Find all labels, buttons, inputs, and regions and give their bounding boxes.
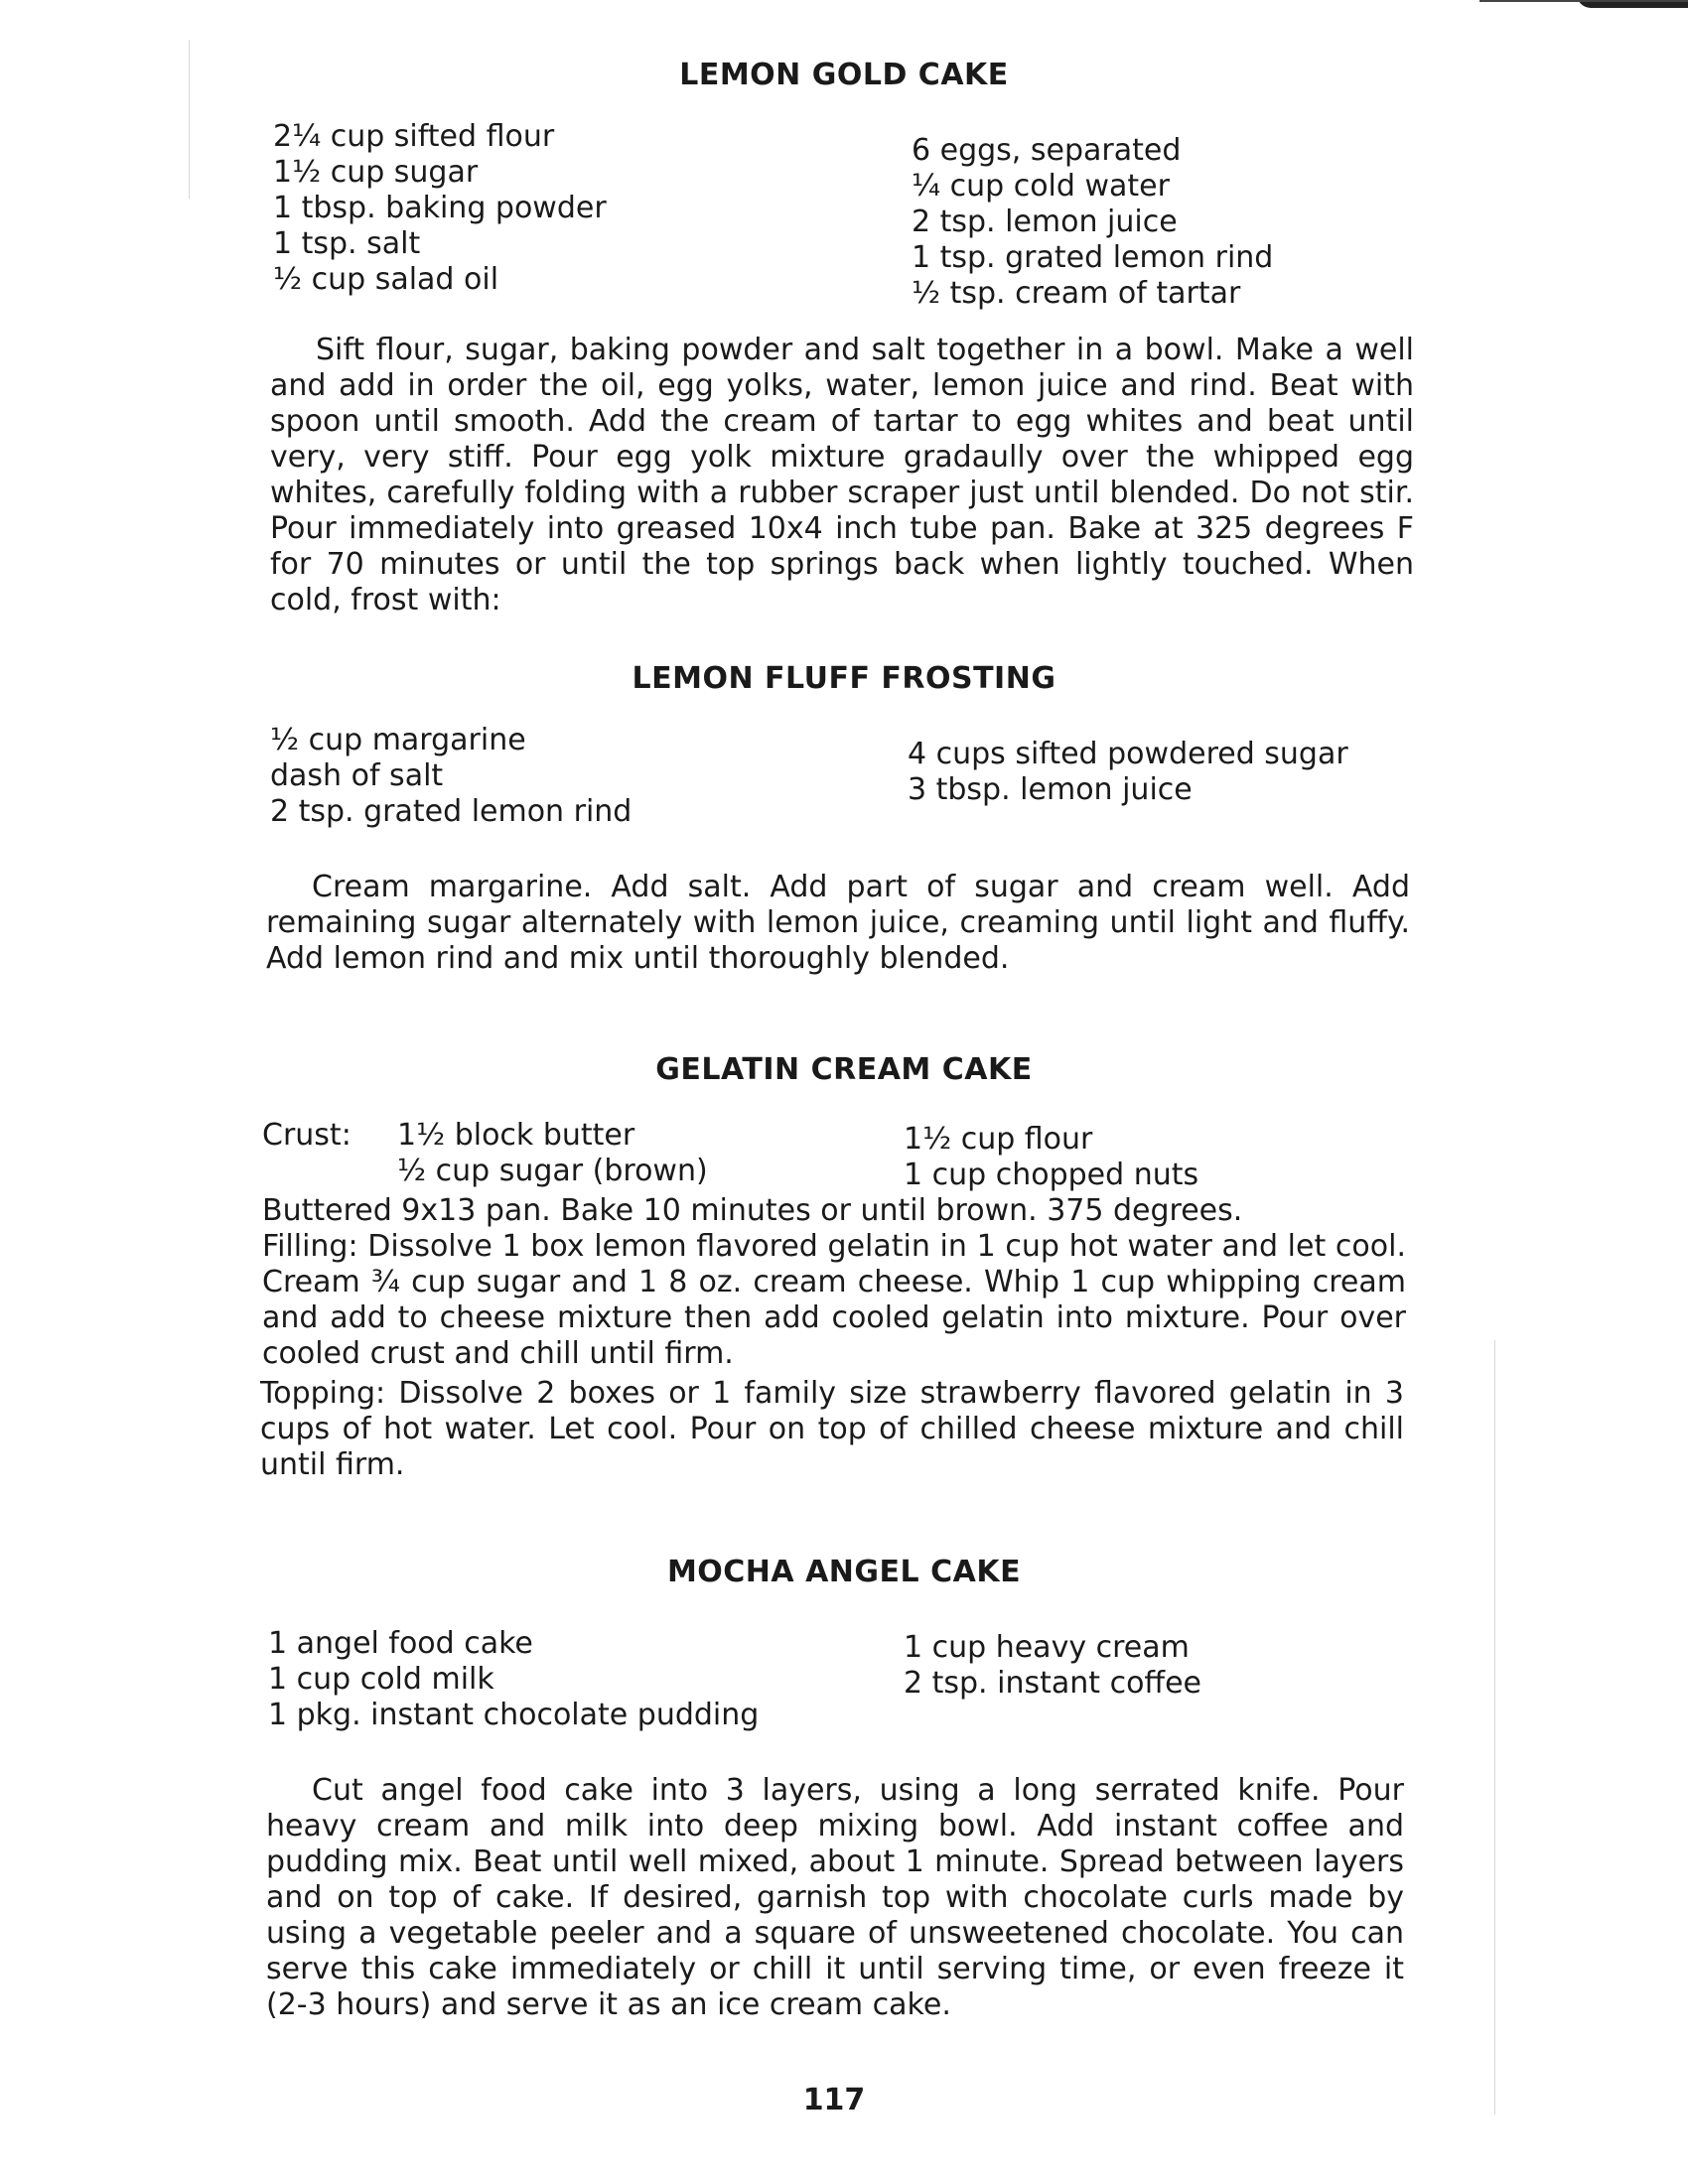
page-corner-mark xyxy=(1479,0,1688,14)
filling-instructions: Filling: Dissolve 1 box lemon flavored gelatin in 1 cup hot water and let cool. Cream ¾ cup sugar and 1 8 oz. cream cheese. Whip 1 cup whipping cream and add to cheese mixture then add cooled gelatin into mixture. Pour over cooled crust and chill until firm. xyxy=(262,1229,1406,1371)
gelatin-cream-cake-title: GELATIN CREAM CAKE xyxy=(655,1052,1033,1087)
mocha-angel-cake-ingredients-right xyxy=(904,1630,1201,1702)
crust-label: Crust: xyxy=(262,1118,352,1153)
crust-bake-instructions: Buttered 9x13 pan. Bake 10 minutes or until brown. 375 degrees. xyxy=(262,1193,1243,1228)
ingredient: 1 tsp. grated lemon rind xyxy=(912,240,1274,275)
lemon-fluff-frosting-ingredients-left xyxy=(270,723,632,830)
ingredient: 1 pkg. instant chocolate pudding xyxy=(268,1698,760,1732)
mocha-angel-cake-title: MOCHA ANGEL CAKE xyxy=(666,1555,1022,1589)
ingredient: 2 tsp. grated lemon rind xyxy=(270,794,633,829)
ingredient: 1 cup cold milk xyxy=(268,1662,494,1697)
page-edge-line xyxy=(1494,1340,1495,2115)
ingredient: ¼ cup cold water xyxy=(912,169,1170,204)
ingredient: 4 cups sifted powdered sugar xyxy=(908,737,1348,771)
page-number: 117 xyxy=(802,2083,866,2117)
ingredient: 2 tsp. lemon juice xyxy=(912,205,1178,239)
lemon-fluff-frosting-title: LEMON FLUFF FROSTING xyxy=(632,661,1056,696)
ingredient: 1 tsp. salt xyxy=(273,226,421,261)
lemon-gold-cake-ingredients-left xyxy=(273,119,607,298)
mocha-angel-cake-directions: Cut angel food cake into 3 layers, using a long serrated knife. Pour heavy cream and milk into deep mixing bowl. Add instant coffee and pudding mix. Beat until well mixed, about 1 minute. Spread between layers and on top of cake. If desired, garnish top with chocolate curls made by using a vegetable peeler and a square of unsweetened chocolate. You can serve this cake immediately or chill it until serving time, or even freeze it (2-3 hours) and serve it as an ice cream cake. xyxy=(266,1773,1404,2022)
ingredient: 1 tbsp. baking powder xyxy=(273,191,607,225)
lemon-gold-cake-directions: Sift flour, sugar, baking powder and salt together in a bowl. Make a well and add in order the oil, egg yolks, water, lemon juice and rind. Beat with spoon until smooth. Add the cream of tartar to egg whites and beat until very, very stiff. Pour egg yolk mixture gradaully over the whipped egg whites, carefully folding with a rubber scraper just until blended. Do not stir. Pour immediately into greased 10x4 inch tube pan. Bake at 325 degrees F for 70 minutes or until the top springs back when lightly touched. When cold, frost with: xyxy=(270,333,1414,617)
ingredient: ½ cup salad oil xyxy=(273,262,499,297)
lemon-gold-cake-title: LEMON GOLD CAKE xyxy=(679,58,1009,92)
ingredient: 3 tbsp. lemon juice xyxy=(908,772,1193,807)
ingredient: 1½ cup flour xyxy=(904,1122,1093,1157)
ingredient: 1½ block butter xyxy=(397,1118,635,1153)
lemon-fluff-frosting-directions: Cream margarine. Add salt. Add part of sugar and cream well. Add remaining sugar alternately with lemon juice, creaming until light and fluffy. Add lemon rind and mix until thoroughly blended. xyxy=(266,870,1410,976)
ingredient: 1½ cup sugar xyxy=(273,155,479,190)
ingredient: 2¼ cup sifted flour xyxy=(273,119,555,154)
ingredient: ½ cup margarine xyxy=(270,723,526,757)
topping-instructions: Topping: Dissolve 2 boxes or 1 family size strawberry flavored gelatin in 3 cups of hot water. Let cool. Pour on top of chilled cheese mixture and chill until firm. xyxy=(260,1376,1404,1482)
ingredient: ½ cup sugar (brown) xyxy=(397,1154,708,1188)
crust-ingredients-left xyxy=(397,1118,708,1189)
ingredient: 2 tsp. instant coffee xyxy=(904,1666,1201,1701)
ingredient: ½ tsp. cream of tartar xyxy=(912,276,1241,311)
crust-ingredients-right xyxy=(904,1122,1198,1193)
ingredient: 1 cup heavy cream xyxy=(904,1630,1190,1665)
mocha-angel-cake-ingredients-left xyxy=(268,1626,759,1733)
ingredient: dash of salt xyxy=(270,758,444,793)
ingredient: 6 eggs, separated xyxy=(912,133,1182,168)
lemon-gold-cake-ingredients-right xyxy=(912,133,1273,312)
ingredient: 1 cup chopped nuts xyxy=(904,1158,1199,1192)
ingredient: 1 angel food cake xyxy=(268,1626,533,1661)
lemon-fluff-frosting-ingredients-right xyxy=(908,737,1348,808)
